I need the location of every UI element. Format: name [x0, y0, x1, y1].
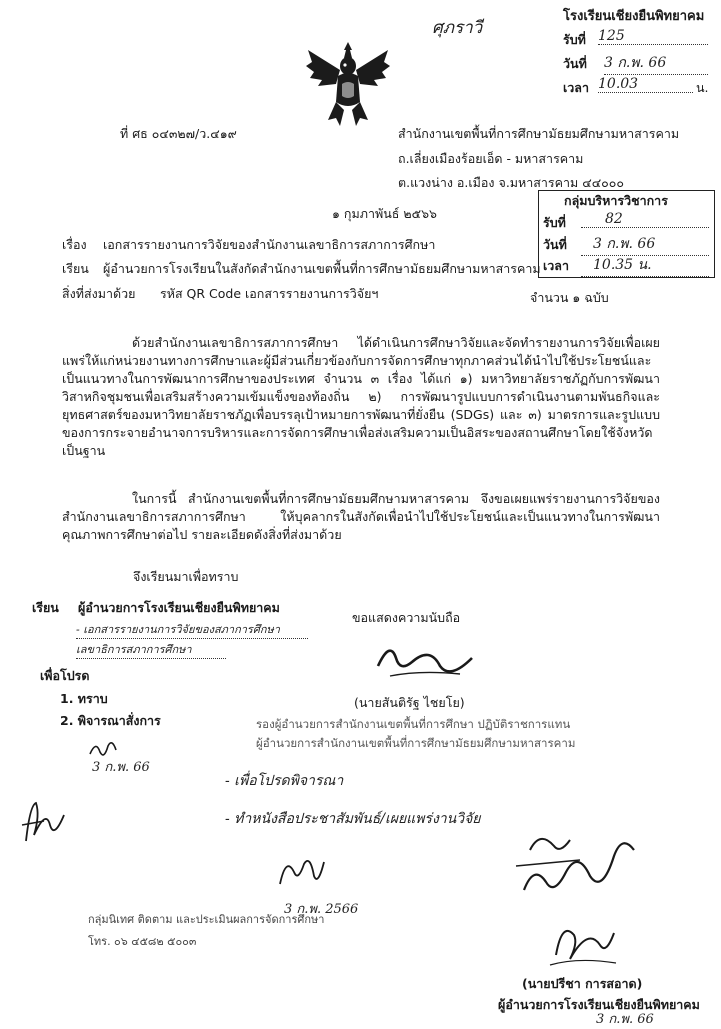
memo-to-label: เรียน: [32, 600, 59, 615]
admin-stamp-date-label: วันที่: [543, 237, 567, 252]
order-line-1: - เพื่อโปรดพิจารณา: [225, 773, 344, 789]
stamp-recv-label: รับที่: [563, 32, 586, 47]
to-text: ผู้อำนวยการโรงเรียนในสังกัดสำนักงานเขตพื้นที่การศึกษามัธยมศึกษามหาสารคาม: [103, 261, 541, 276]
paragraph-2-text: ในการนี้ สำนักงานเขตพื้นที่การศึกษามัธยมศึกษามหาสารคาม จึงขอเผยแพร่รายงานการวิจัยของสำนักงานเลขาธิการสภาการศึกษา ให้บุคลากรในสังกัดเพื่อนำไปใช้ประโยชน์และเป็นแนวทางในการพัฒนาคุณภาพการศึกษาต่อไป รายละเอียดดังสิ่งที่ส่งมาด้วย: [62, 491, 660, 542]
office-line-1: สำนักงานเขตพื้นที่การศึกษามัธยมศึกษามหาสารคาม: [398, 126, 680, 141]
stamp-org: โรงเรียนเชียงยืนพิทยาคม: [563, 9, 705, 24]
signature-santirat-icon: [370, 636, 480, 686]
admin-stamp-date-val: 3 ก.พ. 66: [581, 233, 709, 256]
office-line-2: ถ.เลี่ยงเมืองร้อยเอ็ด - มหาสารคาม: [398, 151, 584, 166]
closing-text: จึงเรียนมาเพื่อทราบ: [133, 569, 239, 584]
stamp-date-val: 3 ก.พ. 66: [604, 52, 708, 75]
doc-number: ที่ ศธ ๐๔๓๒๗/ว.๔๑๙: [120, 126, 237, 141]
signer-position-2: ผู้อำนวยการสำนักงานเขตพื้นที่การศึกษามัธยมศึกษามหาสารคาม: [256, 736, 576, 750]
letter-date: ๑ กุมภาพันธ์ ๒๕๖๖: [332, 206, 437, 221]
subject-text: เอกสารรายงานการวิจัยของสำนักงานเลขาธิการสภาการศึกษา: [103, 237, 436, 252]
signature-order-icon: [276, 852, 326, 892]
director-position: ผู้อำนวยการโรงเรียนเชียงยืนพิทยาคม: [498, 997, 700, 1012]
director-name: (นายปรีชา การสอาด): [522, 976, 643, 991]
memo-option-2: 2. พิจารณาสั่งการ: [60, 713, 161, 728]
stamp-time-unit: น.: [696, 80, 709, 95]
body-paragraph-2: [62, 490, 660, 544]
admin-stamp-recv-no: 82: [581, 211, 709, 228]
memo-option-1: 1. ทราบ: [60, 691, 108, 706]
stamp-time-label: เวลา: [563, 80, 589, 95]
signer-position-1: รองผู้อำนวยการสำนักงานเขตพื้นที่การศึกษา ปฏิบัติราชการแทน: [256, 717, 571, 731]
garuda-emblem-icon: [306, 40, 390, 128]
admin-stamp-time-label: เวลา: [543, 258, 569, 273]
signature-director-icon: [548, 915, 618, 971]
memo-handwritten-2: เลขาธิการสภาการศึกษา: [76, 640, 226, 659]
footer-department: กลุ่มนิเทศ ติดตาม และประเมินผลการจัดการศึกษา: [88, 913, 325, 926]
order-date: 3 ก.พ. 2566: [284, 902, 359, 917]
paragraph-1-text: ด้วยสำนักงานเลขาธิการสภาการศึกษา ได้ดำเนินการศึกษาวิจัยและจัดทำรายงานการวิจัยเพื่อเผยแพร่ให้แก่หน่วยงานทางการศึกษาและผู้มีส่วนเกี่ยวข้องกับการจัดการศึกษาทุกภาคส่วนได้นำไปใช้ประโยชน์และเป็นแนวทางในการพัฒนาการศึกษาของประเทศ จำนวน ๓ เรื่อง ได้แก่ ๑) มหาวิทยาลัยราชภัฏกับการพัฒนาวิสาหกิจชุมชนเพื่อเสริมสร้างความเข้มแข็งของท้องถิ่น ๒) การพัฒนารูปแบบการดำเนินงานตามพันธกิจและยุทธศาสตร์ของมหาวิทยาลัยราชภัฏเพื่อบรรลุเป้าหมายการพัฒนาที่ยั่งยืน (SDGs) และ ๓) มาตรการและรูปแบบของการกระจายอำนาจการบริหารและการจัดการศึกษาเพื่อส่งเสริมความเป็นอิสระของสถานศึกษาโดยใช้จังหวัดเป็นฐาน: [62, 335, 660, 458]
stamp-time-val: 10.03: [598, 76, 693, 93]
to-label: เรียน: [62, 261, 89, 276]
stamp-recv-no: 125: [598, 28, 708, 45]
director-date: 3 ก.พ. 66: [596, 1012, 654, 1027]
stamp-date-label: วันที่: [563, 56, 587, 71]
body-paragraph-1: [62, 334, 660, 460]
memo-handwritten-1: - เอกสารรายงานการวิจัยของสภาการศึกษา: [76, 620, 308, 639]
order-line-2: - ทำหนังสือประชาสัมพันธ์/เผยแพร่งานวิจัย: [225, 811, 481, 827]
admin-stamp-title: กลุ่มบริหารวิชาการ: [564, 193, 668, 208]
enclosure-qty: จำนวน ๑ ฉบับ: [530, 290, 609, 305]
enclosure-text: รหัส QR Code เอกสารรายงานการวิจัยฯ: [160, 286, 379, 301]
office-line-3: ต.แวงน่าง อ.เมือง จ.มหาสารคาม ๔๔๐๐๐: [398, 175, 625, 190]
admin-stamp-recv-label: รับที่: [543, 215, 566, 230]
signature-praseat-icon: [510, 820, 640, 910]
regards-text: ขอแสดงความนับถือ: [352, 610, 461, 625]
signature-left-margin-icon: [20, 795, 68, 845]
memo-hand-date: 3 ก.พ. 66: [92, 760, 150, 775]
footer-telephone: โทร. ๐๖ ๔๕๘๒ ๕๐๐๓: [88, 935, 197, 948]
signer-name: (นายสันติรัฐ ไชยโย): [354, 695, 465, 710]
memo-for-label: เพื่อโปรด: [40, 668, 90, 683]
subject-label: เรื่อง: [62, 237, 87, 252]
signature-memo-icon: [88, 738, 118, 760]
admin-stamp-time-val: 10.35 น.: [581, 254, 709, 277]
memo-to: ผู้อำนวยการโรงเรียนเชียงยืนพิทยาคม: [78, 600, 280, 615]
handwritten-note-top: ศุภราวี: [432, 18, 483, 38]
admin-receipt-stamp: [538, 190, 715, 278]
enclosure-label: สิ่งที่ส่งมาด้วย: [62, 286, 136, 301]
